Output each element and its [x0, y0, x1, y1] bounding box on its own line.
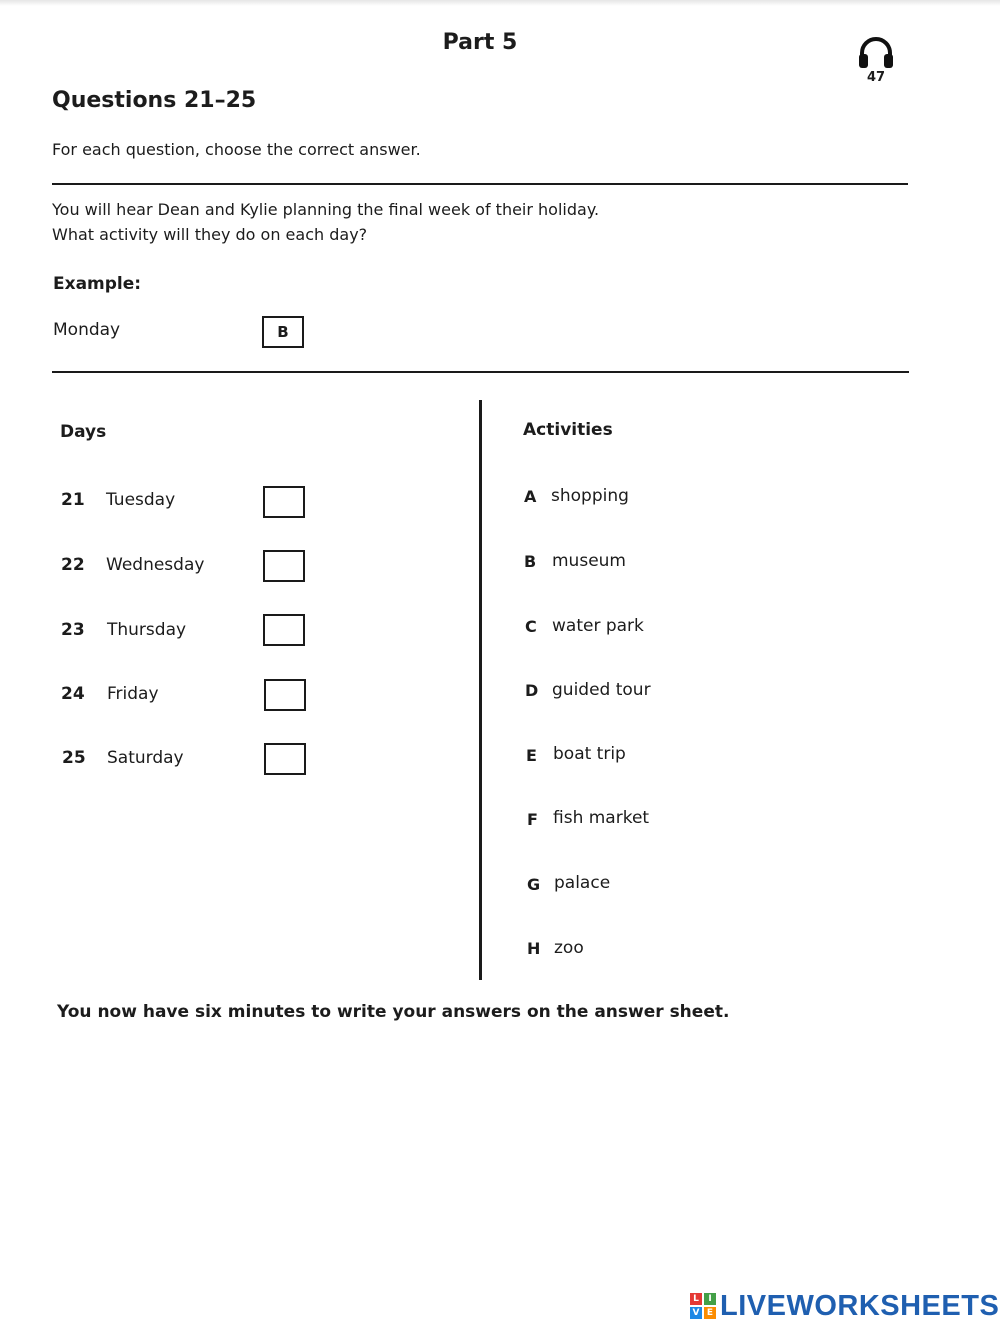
question-number: 23 [61, 620, 85, 640]
answer-box-25[interactable] [264, 743, 306, 775]
question-number: 21 [61, 490, 85, 510]
question-day: Thursday [107, 620, 187, 640]
brand-mark-letter: V [690, 1307, 702, 1319]
activity-name: zoo [554, 938, 584, 958]
answer-box-23[interactable] [263, 614, 305, 646]
example-label: Example: [53, 274, 142, 294]
brand-mark-letter: E [704, 1307, 716, 1319]
divider-top [52, 183, 908, 185]
activities-heading: Activities [523, 420, 613, 440]
instruction-text: For each question, choose the correct answer. [52, 140, 421, 159]
days-heading: Days [60, 422, 107, 442]
activity-name: museum [552, 551, 626, 571]
answer-box-21[interactable] [263, 486, 305, 518]
activity-name: palace [554, 873, 611, 893]
divider-example [52, 371, 909, 373]
questions-heading: Questions 21–25 [52, 88, 257, 113]
headphones-icon [856, 34, 896, 70]
brand-mark-letter: I [704, 1293, 716, 1305]
intro-line-2: What activity will they do on each day? [52, 225, 368, 244]
liveworksheets-logo[interactable] [690, 1288, 999, 1324]
answer-box-24[interactable] [264, 679, 306, 711]
activity-name: shopping [551, 486, 629, 506]
question-day: Tuesday [106, 490, 176, 510]
activity-letter: B [524, 552, 537, 571]
part-title: Part 5 [442, 30, 518, 55]
top-shade [0, 0, 1000, 6]
example-answer-box: B [262, 316, 304, 348]
footer-note: You now have six minutes to write your answers on the answer sheet. [57, 1002, 730, 1022]
audio-track-button[interactable] [856, 34, 896, 90]
brand-mark-letter: L [690, 1293, 702, 1305]
activity-letter: E [526, 746, 537, 765]
activity-letter: C [525, 617, 537, 636]
question-number: 25 [62, 748, 86, 768]
activity-name: fish market [553, 808, 650, 828]
question-day: Wednesday [106, 555, 205, 575]
brand-name: LIVEWORKSHEETS [720, 1289, 1000, 1322]
activity-name: guided tour [552, 680, 651, 700]
activity-name: water park [552, 616, 644, 636]
activity-letter: H [527, 939, 541, 958]
activity-letter: F [527, 810, 538, 829]
question-number: 22 [61, 555, 85, 575]
track-number: 47 [866, 70, 886, 85]
question-day: Saturday [107, 748, 184, 768]
brand-mark-icon [690, 1293, 716, 1319]
question-day: Friday [107, 684, 159, 704]
question-number: 24 [61, 684, 85, 704]
example-day: Monday [53, 320, 121, 340]
activity-name: boat trip [553, 744, 626, 764]
activity-letter: A [524, 487, 537, 506]
column-divider [479, 400, 482, 980]
activity-letter: D [525, 681, 539, 700]
intro-line-1: You will hear Dean and Kylie planning the final week of their holiday. [52, 200, 600, 219]
activity-letter: G [527, 875, 541, 894]
answer-box-22[interactable] [263, 550, 305, 582]
